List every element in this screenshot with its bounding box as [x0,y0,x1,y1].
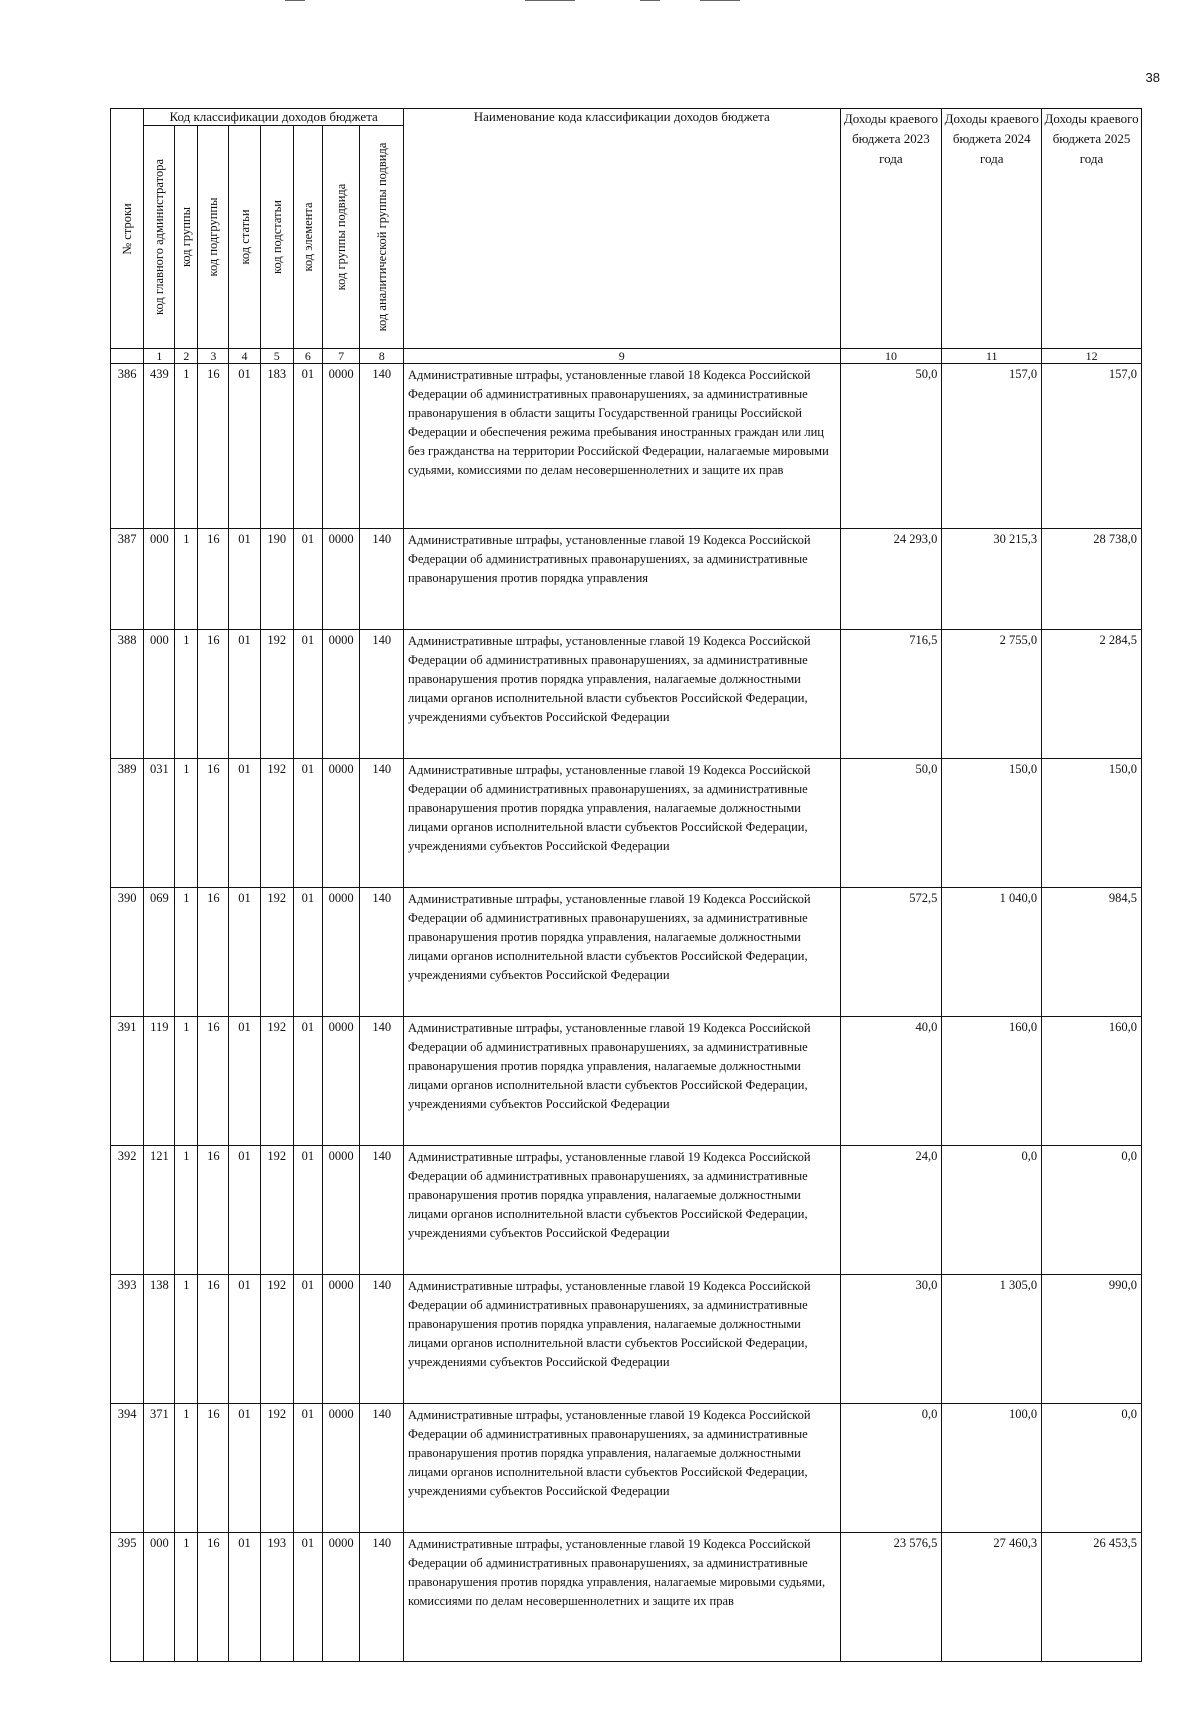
cell-row-number: 393 [111,1275,144,1404]
cell-element-code: 01 [293,1017,322,1146]
cell-subgroup-code: 16 [198,1017,229,1146]
header-income-2023: Доходы краевого бюджета 2023 года [840,109,942,349]
cell-analytic-group-code: 140 [360,1146,404,1275]
cell-income-2023: 40,0 [840,1017,942,1146]
cell-income-name: Административные штрафы, установленные главой 19 Кодекса Российской Федерации об административных правонарушениях, за административные правонарушения против порядка управления, налагаемые должностными лицами органов исполнительной власти субъектов Российской Федерации, учреждениями субъектов Российской Федерации [404,1404,841,1533]
scan-mark [700,0,740,1]
cell-row-number: 392 [111,1146,144,1275]
cell-income-2025: 150,0 [1042,759,1142,888]
cell-subtype-group-code: 0000 [322,759,359,888]
cell-income-2023: 572,5 [840,888,942,1017]
cell-income-name: Административные штрафы, установленные главой 19 Кодекса Российской Федерации об административных правонарушениях, за административные правонарушения против порядка управления, налагаемые должностными лицами органов исполнительной власти субъектов Российской Федерации, учреждениями субъектов Российской Федерации [404,888,841,1017]
cell-income-2024: 150,0 [942,759,1042,888]
cell-income-name: Административные штрафы, установленные главой 18 Кодекса Российской Федерации об административных правонарушениях, за административные правонарушения в области защиты Государственной границы Российской Федерации и обеспечения режима пребывания иностранных граждан или лиц без гражданства на территории Российской Федерации, налагаемые мировыми судьями, комиссиями по делам несовершеннолетних и защите их прав [404,364,841,529]
cell-income-2025: 984,5 [1042,888,1142,1017]
cell-income-2023: 24 293,0 [840,529,942,630]
cell-article-code: 01 [229,529,260,630]
scan-mark [525,0,575,1]
cell-income-2025: 28 738,0 [1042,529,1142,630]
cell-income-2025: 2 284,5 [1042,630,1142,759]
cell-element-code: 01 [293,1146,322,1275]
cell-article-code: 01 [229,1404,260,1533]
table-row [111,630,1142,759]
cell-subtype-group-code: 0000 [322,1533,359,1662]
cell-analytic-group-code: 140 [360,364,404,529]
cell-income-2023: 23 576,5 [840,1533,942,1662]
cell-subgroup-code: 16 [198,759,229,888]
column-number: 10 [840,349,942,364]
cell-subarticle-code: 190 [260,529,293,630]
page-number: 38 [1145,70,1160,85]
cell-article-code: 01 [229,630,260,759]
cell-income-2025: 157,0 [1042,364,1142,529]
cell-admin-code: 000 [144,630,175,759]
cell-admin-code: 439 [144,364,175,529]
cell-income-2024: 27 460,3 [942,1533,1042,1662]
cell-subarticle-code: 192 [260,1404,293,1533]
cell-analytic-group-code: 140 [360,529,404,630]
cell-group-code: 1 [175,630,198,759]
cell-subtype-group-code: 0000 [322,529,359,630]
cell-element-code: 01 [293,1404,322,1533]
cell-analytic-group-code: 140 [360,1533,404,1662]
table-row [111,1275,1142,1404]
cell-group-code: 1 [175,1017,198,1146]
cell-subarticle-code: 192 [260,888,293,1017]
column-number: 8 [360,349,404,364]
cell-subgroup-code: 16 [198,529,229,630]
cell-admin-code: 000 [144,529,175,630]
table-row [111,1146,1142,1275]
cell-subgroup-code: 16 [198,1404,229,1533]
cell-income-2024: 160,0 [942,1017,1042,1146]
cell-row-number: 390 [111,888,144,1017]
cell-income-2024: 1 040,0 [942,888,1042,1017]
cell-income-2023: 24,0 [840,1146,942,1275]
cell-row-number: 391 [111,1017,144,1146]
header-article-code: код статьи [229,126,260,349]
table-row [111,1017,1142,1146]
cell-income-name: Административные штрафы, установленные главой 19 Кодекса Российской Федерации об административных правонарушениях, за административные правонарушения против порядка управления, налагаемые должностными лицами органов исполнительной власти субъектов Российской Федерации, учреждениями субъектов Российской Федерации [404,1017,841,1146]
table-row [111,364,1142,529]
cell-subarticle-code: 193 [260,1533,293,1662]
cell-group-code: 1 [175,1275,198,1404]
cell-income-name: Административные штрафы, установленные главой 19 Кодекса Российской Федерации об административных правонарушениях, за административные правонарушения против порядка управления, налагаемые мировыми судьями, комиссиями по делам несовершеннолетних и защите их прав [404,1533,841,1662]
cell-subtype-group-code: 0000 [322,1017,359,1146]
cell-group-code: 1 [175,529,198,630]
cell-admin-code: 138 [144,1275,175,1404]
table-row [111,529,1142,630]
cell-income-2023: 0,0 [840,1404,942,1533]
cell-subgroup-code: 16 [198,1275,229,1404]
cell-article-code: 01 [229,1146,260,1275]
column-number [111,349,144,364]
cell-admin-code: 000 [144,1533,175,1662]
table-row [111,1404,1142,1533]
cell-article-code: 01 [229,364,260,529]
cell-row-number: 387 [111,529,144,630]
table-row [111,888,1142,1017]
cell-income-2024: 30 215,3 [942,529,1042,630]
cell-article-code: 01 [229,1275,260,1404]
cell-group-code: 1 [175,1533,198,1662]
cell-article-code: 01 [229,759,260,888]
cell-subtype-group-code: 0000 [322,630,359,759]
cell-admin-code: 031 [144,759,175,888]
cell-income-2023: 716,5 [840,630,942,759]
cell-analytic-group-code: 140 [360,1404,404,1533]
header-name: Наименование кода классификации доходов бюджета [404,109,841,349]
header-group-code: код группы [175,126,198,349]
cell-subtype-group-code: 0000 [322,1275,359,1404]
cell-subarticle-code: 192 [260,1146,293,1275]
cell-income-2024: 2 755,0 [942,630,1042,759]
cell-group-code: 1 [175,1146,198,1275]
cell-element-code: 01 [293,1533,322,1662]
header-income-2024: Доходы краевого бюджета 2024 года [942,109,1042,349]
cell-admin-code: 371 [144,1404,175,1533]
cell-income-2023: 30,0 [840,1275,942,1404]
column-number: 1 [144,349,175,364]
cell-income-2023: 50,0 [840,759,942,888]
cell-article-code: 01 [229,888,260,1017]
cell-subtype-group-code: 0000 [322,1146,359,1275]
cell-admin-code: 121 [144,1146,175,1275]
column-number-row [111,349,1142,364]
cell-row-number: 389 [111,759,144,888]
cell-income-2023: 50,0 [840,364,942,529]
cell-subgroup-code: 16 [198,630,229,759]
cell-income-2025: 0,0 [1042,1404,1142,1533]
cell-admin-code: 069 [144,888,175,1017]
cell-subarticle-code: 183 [260,364,293,529]
header-element-code: код элемента [293,126,322,349]
cell-subgroup-code: 16 [198,364,229,529]
column-number: 2 [175,349,198,364]
cell-analytic-group-code: 140 [360,1275,404,1404]
cell-income-name: Административные штрафы, установленные главой 19 Кодекса Российской Федерации об административных правонарушениях, за административные правонарушения против порядка управления, налагаемые должностными лицами органов исполнительной власти субъектов Российской Федерации, учреждениями субъектов Российской Федерации [404,630,841,759]
cell-row-number: 394 [111,1404,144,1533]
cell-subarticle-code: 192 [260,759,293,888]
column-number: 4 [229,349,260,364]
cell-subtype-group-code: 0000 [322,888,359,1017]
cell-element-code: 01 [293,888,322,1017]
cell-income-name: Административные штрафы, установленные главой 19 Кодекса Российской Федерации об административных правонарушениях, за административные правонарушения против порядка управления, налагаемые должностными лицами органов исполнительной власти субъектов Российской Федерации, учреждениями субъектов Российской Федерации [404,1275,841,1404]
cell-subtype-group-code: 0000 [322,1404,359,1533]
header-subgroup-code: код подгруппы [198,126,229,349]
header-row-number: № строки [111,109,144,349]
cell-income-name: Административные штрафы, установленные главой 19 Кодекса Российской Федерации об административных правонарушениях, за административные правонарушения против порядка управления [404,529,841,630]
cell-income-2024: 1 305,0 [942,1275,1042,1404]
cell-income-name: Административные штрафы, установленные главой 19 Кодекса Российской Федерации об административных правонарушениях, за административные правонарушения против порядка управления, налагаемые должностными лицами органов исполнительной власти субъектов Российской Федерации, учреждениями субъектов Российской Федерации [404,759,841,888]
cell-subgroup-code: 16 [198,1533,229,1662]
column-number: 3 [198,349,229,364]
cell-admin-code: 119 [144,1017,175,1146]
header-admin-code: код главного администратора [144,126,175,349]
cell-income-2025: 990,0 [1042,1275,1142,1404]
cell-analytic-group-code: 140 [360,888,404,1017]
cell-group-code: 1 [175,1404,198,1533]
cell-income-2025: 160,0 [1042,1017,1142,1146]
cell-analytic-group-code: 140 [360,630,404,759]
scan-mark [640,0,660,1]
cell-analytic-group-code: 140 [360,1017,404,1146]
cell-subarticle-code: 192 [260,630,293,759]
cell-subtype-group-code: 0000 [322,364,359,529]
column-number: 9 [404,349,841,364]
cell-article-code: 01 [229,1017,260,1146]
cell-income-2025: 26 453,5 [1042,1533,1142,1662]
cell-income-2025: 0,0 [1042,1146,1142,1275]
column-number: 12 [1042,349,1142,364]
scan-mark [285,0,305,1]
column-number: 5 [260,349,293,364]
column-number: 7 [322,349,359,364]
cell-income-2024: 0,0 [942,1146,1042,1275]
cell-element-code: 01 [293,529,322,630]
cell-income-2024: 100,0 [942,1404,1042,1533]
cell-article-code: 01 [229,1533,260,1662]
cell-income-2024: 157,0 [942,364,1042,529]
cell-row-number: 388 [111,630,144,759]
cell-group-code: 1 [175,364,198,529]
header-classification-group: Код классификации доходов бюджета [144,109,404,126]
cell-element-code: 01 [293,364,322,529]
cell-subgroup-code: 16 [198,888,229,1017]
cell-subarticle-code: 192 [260,1275,293,1404]
header-analytic-group-code: код аналитической группы подвида [360,126,404,349]
cell-element-code: 01 [293,1275,322,1404]
header-subarticle-code: код подстатьи [260,126,293,349]
cell-row-number: 395 [111,1533,144,1662]
cell-analytic-group-code: 140 [360,759,404,888]
budget-income-table [110,108,1142,1662]
column-number: 11 [942,349,1042,364]
cell-row-number: 386 [111,364,144,529]
cell-group-code: 1 [175,759,198,888]
cell-group-code: 1 [175,888,198,1017]
table-row [111,1533,1142,1662]
cell-element-code: 01 [293,630,322,759]
header-subtype-group-code: код группы подвида [322,126,359,349]
cell-income-name: Административные штрафы, установленные главой 19 Кодекса Российской Федерации об административных правонарушениях, за административные правонарушения против порядка управления, налагаемые должностными лицами органов исполнительной власти субъектов Российской Федерации, учреждениями субъектов Российской Федерации [404,1146,841,1275]
cell-subgroup-code: 16 [198,1146,229,1275]
header-income-2025: Доходы краевого бюджета 2025 года [1042,109,1142,349]
cell-subarticle-code: 192 [260,1017,293,1146]
cell-element-code: 01 [293,759,322,888]
table-row [111,759,1142,888]
column-number: 6 [293,349,322,364]
